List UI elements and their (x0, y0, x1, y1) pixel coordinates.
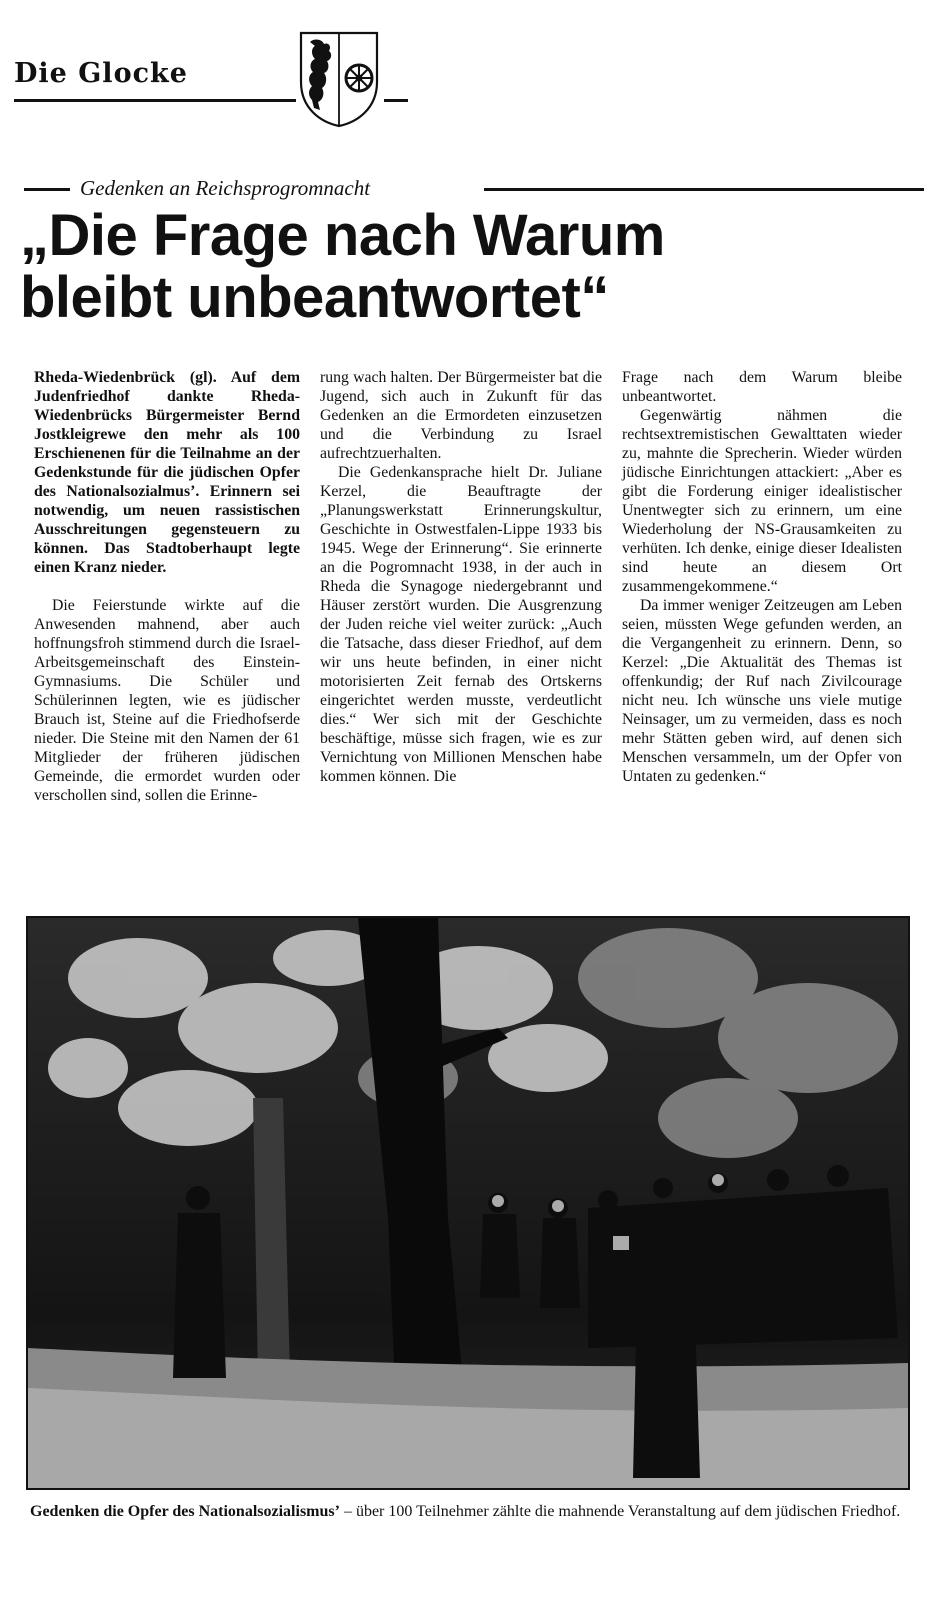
wheel-icon (346, 65, 372, 91)
article-paragraph: Die Feierstunde wirkte auf die Anwesenden mahnend, aber auch hoffnungsfroh stimmend durch die Israel-Arbeitsgemeinschaft des Einstein-Gymnasiums. Die Schüler und Schülerinnen legten, wie es jüdischer Brauch ist, Steine auf die Friedhofserde nieder. Die Steine mit den Namen der 61 Mitglieder der früheren jüdischen Gemeinde, die ermordet wurden oder verschollen sind, sollen die Erinne- (34, 597, 300, 804)
article-headline (20, 205, 920, 329)
photo-image (28, 918, 908, 1488)
article-kicker: Gedenken an Reichsprogromnacht (80, 176, 371, 200)
masthead-title: Die Glocke (14, 58, 188, 89)
kicker-row (24, 176, 902, 202)
headline-line-2: bleibt unbeantwortet“ (20, 265, 609, 330)
kicker-rule-left (24, 188, 70, 191)
article-paragraph: Da immer weniger Zeitzeugen am Leben seien, müssten Wege gefunden werden, an die Vergangenheit zu erinnern. Denn, so Kerzel: „Die Aktualität des Themas ist offenkundig; der Ruf nach Zivilcourage nicht neu. Ich wünsche uns viele mutige Neinsager, um zu vermeiden, dass es noch mehr Stätten geben wird, auf denen sich Menschen versammeln, um der Opfer von Untaten zu gedenken.“ (622, 597, 902, 785)
article-paragraph: Frage nach dem Warum bleibe unbeantwortet. (622, 369, 902, 405)
article-column-3 (622, 368, 902, 786)
article-paragraph: Gegenwärtig nähmen die rechtsextremistischen Gewalttaten wieder zu, mahnte die Sprecherin. Wieder würden jüdische Einrichtungen attackiert: „Aber es gibt die Forderung einiger idealistischer Unentwegter sich zu erinnern, um eine Wiederholung der NS-Grausamkeiten zu verhüten. Ich denke, einige dieser Idealisten sind heute an diesem Ort zusammengekommene.“ (622, 407, 902, 595)
article-paragraph: Die Gedenkansprache hielt Dr. Juliane Kerzel, die Beauftragte der „Planungswerkstatt Erinnerungskultur, Geschichte in Ostwestfalen-Lippe 1933 bis 1945. Wege der Erinnerung“. Sie erinnerte an die Pogromnacht 1938, in der auch in Rheda die Synagoge niedergebrannt und Häuser zerstört wurden. Die Ausgrenzung der Juden reiche viel weiter zurück: „Auch die Tatsache, dass dieser Friedhof, auf dem wir uns heute befinden, in einer nicht motorisierten Zeit fernab des Ortskerns eingerichtet werden musste, verdeutlicht dies.“ Wer sich mit der Geschichte beschäftige, müsse sich fragen, wie es zur Vernichtung von Millionen Menschen habe kommen können. Die (320, 464, 602, 785)
article-paragraph: rung wach halten. Der Bürgermeister bat die Jugend, sich auch in Zukunft für das Gedenken an die Ermordeten einzusetzen und die Verbindung zu Israel aufrechtzuerhalten. (320, 369, 602, 462)
coat-of-arms-icon (298, 30, 380, 128)
caption-bold: Gedenken die Opfer des Nationalsozialismus’ (30, 1503, 340, 1520)
article-column-2 (320, 368, 602, 786)
masthead-rule-left (14, 99, 296, 102)
caption-text: – über 100 Teilnehmer zählte die mahnende Veranstaltung auf dem jüdischen Friedhof. (339, 1503, 901, 1520)
masthead-rule-right (384, 99, 408, 102)
kicker-rule-right (484, 188, 924, 191)
headline-line-1: „Die Frage nach Warum (20, 203, 665, 268)
article-column-1 (34, 368, 300, 805)
article-lead: Rheda-Wiedenbrück (gl). Auf dem Judenfriedhof dankte Rheda-Wiedenbrücks Bürgermeister Bernd Jostkleigrewe den mehr als 100 Erschienenen für die Teilnahme an der Gedenkstunde für die jüdischen Opfer des Nationalsozialmus’. Erinnern sei notwendig, um neuen rassistischen Ausschreitungen gegensteuern zu können. Das Stadtoberhaupt legte einen Kranz nieder. (34, 369, 300, 576)
article-photo (26, 916, 910, 1490)
photo-caption (30, 1502, 920, 1522)
